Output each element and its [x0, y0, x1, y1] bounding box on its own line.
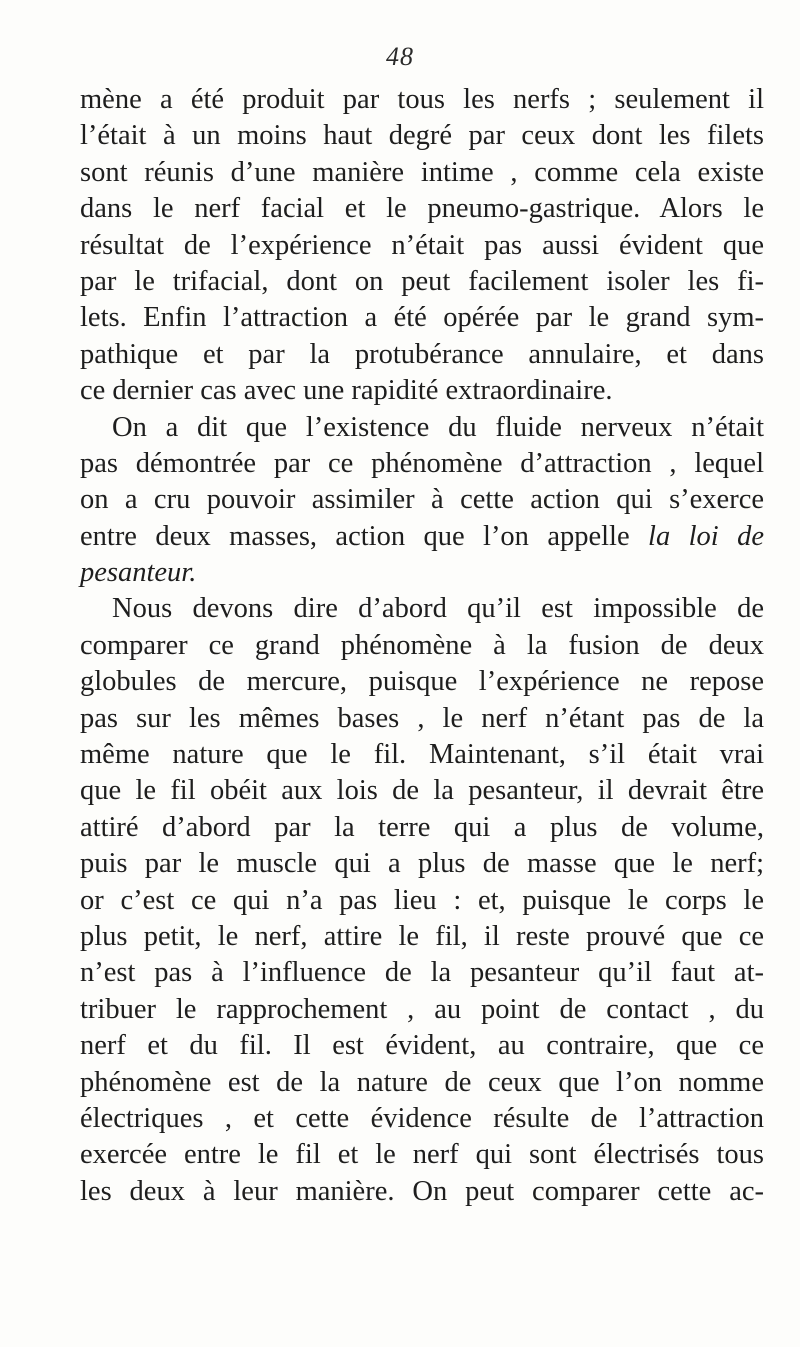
text-fragment: entre deux masses, action que l’on appelle — [80, 520, 649, 552]
text-line: dans le nerf facial et le pneumo-gastrique. Alors le — [80, 193, 764, 225]
text-line: sont réunis d’une manière intime , comme cela existe — [80, 156, 764, 188]
text-line: puis par le muscle qui a plus de masse que le nerf; — [80, 848, 764, 880]
text-line: phénomène est de la nature de ceux que l’on nomme — [80, 1066, 764, 1098]
page-number: 48 — [386, 42, 414, 71]
text-line: nerf et du fil. Il est évident, au contraire, que ce — [80, 1030, 764, 1062]
text-line: attiré d’abord par la terre qui a plus de volume, — [80, 811, 764, 843]
text-line: comparer ce grand phénomène à la fusion de deux — [80, 629, 764, 661]
text-line: électriques , et cette évidence résulte de l’attraction — [80, 1102, 764, 1134]
text-line: Nous devons dire d’abord qu’il est impossible de — [112, 593, 764, 625]
text-line: les deux à leur manière. On peut comparer cette ac- — [80, 1175, 764, 1207]
text-line-with-emphasis — [80, 555, 764, 591]
text-line: l’était à un moins haut degré par ceux dont les filets — [80, 120, 764, 152]
text-line: on a cru pouvoir assimiler à cette action qui s’exerce — [80, 484, 764, 516]
text-line: mène a été produit par tous les nerfs ; seulement il — [80, 84, 764, 115]
text-line: pas sur les mêmes bases , le nerf n’étant pas de la — [80, 702, 764, 734]
text-line: or c’est ce qui n’a pas lieu : et, puisque le corps le — [80, 884, 764, 916]
text-line: lets. Enfin l’attraction a été opérée par le grand sym- — [80, 302, 764, 334]
text-line: pathique et par la protubérance annulaire, et dans — [80, 338, 764, 370]
text-line: résultat de l’expérience n’était pas aussi évident que — [80, 229, 764, 261]
text-line: ce dernier cas avec une rapidité extraordinaire. — [80, 375, 613, 407]
body-text — [80, 82, 764, 1210]
emphasized-text: la loi de — [648, 520, 764, 552]
text-line: pas démontrée par ce phénomène d’attraction , lequel — [80, 447, 764, 479]
text-line: par le trifacial, dont on peut facilement isoler les fi- — [80, 265, 764, 297]
text-line: même nature que le fil. Maintenant, s’il était vrai — [80, 739, 764, 771]
text-line: plus petit, le nerf, attire le fil, il reste prouvé que ce — [80, 920, 764, 952]
text-line: On a dit que l’existence du fluide nerveux n’était — [112, 411, 764, 443]
text-line-with-emphasis — [80, 519, 764, 555]
text-line: exercée entre le fil et le nerf qui sont électrisés tous — [80, 1139, 764, 1171]
text-line: que le fil obéit aux lois de la pesanteur, il devrait être — [80, 775, 764, 807]
text-line: n’est pas à l’influence de la pesanteur qu’il faut at- — [80, 957, 764, 989]
text-line: tribuer le rapprochement , au point de contact , du — [80, 993, 764, 1025]
text-line: globules de mercure, puisque l’expérience ne repose — [80, 666, 764, 698]
emphasized-text: pesanteur. — [80, 557, 197, 589]
